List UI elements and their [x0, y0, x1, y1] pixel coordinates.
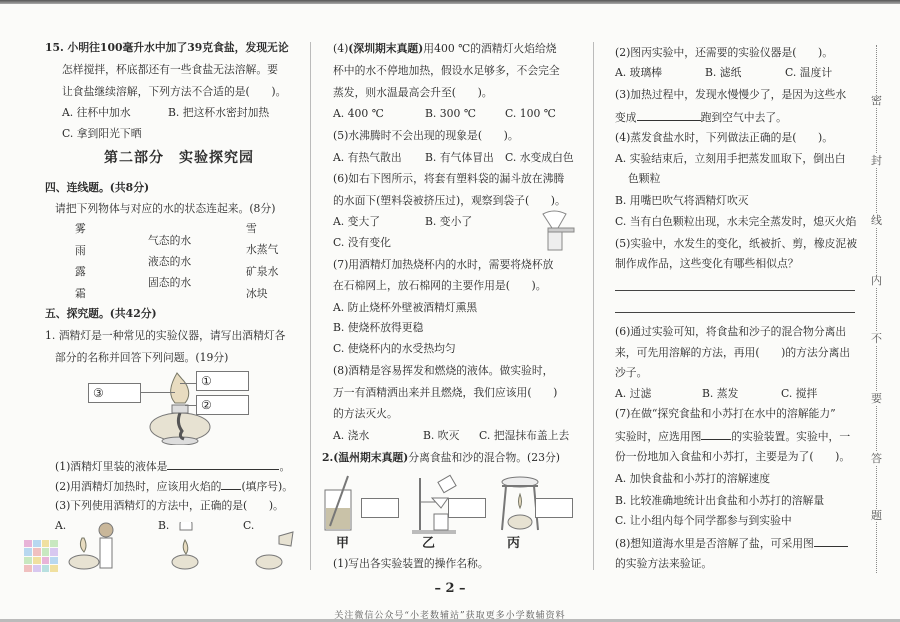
fill-blank[interactable]: [221, 478, 241, 490]
column-divider: [593, 42, 594, 570]
seal-margin-char: 内: [871, 274, 882, 287]
match-item-right[interactable]: 水蒸气: [246, 243, 279, 256]
seal-line: [876, 45, 877, 573]
option-a: A. 有热气散出: [333, 151, 402, 164]
fill-blank[interactable]: [167, 458, 279, 470]
option-b: B.: [158, 519, 170, 532]
scan-top-edge: [0, 0, 900, 4]
apparatus-label: 乙: [422, 536, 436, 551]
option-b: B. 吹灭: [423, 429, 460, 442]
option-c: C. 让小组内每个同学都参与到实验中: [615, 514, 792, 527]
sub-question-4: (4)蒸发食盐水时，下列做法正确的是( )。: [615, 131, 834, 144]
match-item-middle[interactable]: 气态的水: [148, 234, 192, 247]
question-text: 变成 跑到空气中去了。: [615, 111, 787, 124]
question-1: 1. 酒精灯是一种常见的实验仪器，请写出酒精灯各: [45, 329, 286, 342]
beaker-stirring-illustration: [322, 474, 354, 534]
match-item-right[interactable]: 冰块: [246, 287, 268, 300]
match-item-left[interactable]: 雨: [75, 244, 86, 257]
question-text: 在石棉网上，放石棉网的主要作用是( )。: [333, 279, 547, 292]
answer-box-jia[interactable]: [361, 498, 399, 518]
match-item-middle[interactable]: 固态的水: [148, 276, 192, 289]
question-text: 的方法灭火。: [333, 407, 398, 420]
sub-question-3: (3)下列使用酒精灯的方法中，正确的是( )。: [55, 499, 284, 512]
option-a: A. 实验结束后，立刻用手把蒸发皿取下，倒出白: [615, 152, 846, 165]
apparatus-label: 甲: [336, 536, 350, 551]
publisher-logo: [24, 540, 58, 572]
fill-blank[interactable]: [637, 109, 701, 121]
option-c: C. 使烧杯内的水受热均匀: [333, 342, 456, 355]
lamp-with-cap-illustration: [170, 522, 200, 570]
option-a: A. 玻璃棒: [615, 66, 663, 79]
instruction: 请把下列物体与对应的水的状态连起来。(8分): [55, 202, 276, 215]
sub-question-1: (1)酒精灯里装的液体是 。: [55, 460, 291, 473]
sub-question-5: (5)实验中，水发生的变化，纸被折、剪，橡皮泥被: [615, 237, 858, 250]
child-blowing-lamp-illustration: [66, 520, 116, 572]
option-a: A. 加快食盐和小苏打的溶解速度: [615, 472, 771, 485]
sub-question-1: (1)写出各实验装置的操作名称。: [333, 557, 489, 570]
option-a: A. 变大了: [333, 215, 381, 228]
match-item-left[interactable]: 露: [75, 265, 86, 278]
question-15: 15. 小明往100毫升水中加了39克食盐，发现无论: [45, 41, 289, 54]
question-8: (8)酒精是容易挥发和燃烧的液体。做实验时，: [333, 364, 554, 377]
leader-line: [180, 383, 196, 384]
leader-line: [140, 392, 175, 393]
question-text: 怎样搅拌，杯底都还有一些食盐无法溶解。要: [62, 63, 278, 76]
lamp-label-box-1[interactable]: ①: [196, 371, 249, 391]
funnel-bag-illustration: [540, 210, 576, 252]
question-text: 沙子。: [615, 366, 648, 379]
apparatus-label: 丙: [507, 536, 521, 551]
match-item-middle[interactable]: 液态的水: [148, 255, 192, 268]
option-b: B. 使烧杯放得更稳: [333, 321, 424, 334]
option-c: C. 把湿抹布盖上去: [479, 429, 570, 442]
question-text: 部分的名称并回答下列问题。(19分): [55, 351, 229, 364]
column-divider: [310, 42, 311, 570]
option-a: A. 400 ℃: [333, 107, 384, 120]
seal-margin-char: 密: [871, 94, 882, 107]
option-b: B. 蒸发: [702, 387, 739, 400]
question-text: 份一份地加入食盐和小苏打，主要是为了( )。: [615, 450, 851, 463]
question-text: 的实验方法来验证。: [615, 557, 713, 570]
seal-margin-char: 要: [871, 392, 882, 405]
sub-question-8: (8)想知道海水里是否溶解了盐，可采用图: [615, 535, 848, 551]
option-a-cont: 色颗粒: [628, 172, 661, 185]
sub-question-6: (6)通过实验可知，将食盐和沙子的混合物分离出: [615, 325, 847, 338]
lighting-lamp-with-another-lamp-illustration: [255, 522, 295, 570]
question-text: 实验时，应选用图 的实验装置。实验中，一: [615, 430, 851, 443]
match-item-right[interactable]: 矿泉水: [246, 265, 279, 278]
option-b: B. 有气体冒出: [425, 151, 494, 164]
option-c: C. 当有白色颗粒出现，水未完全蒸发时，熄灭火焰: [615, 215, 857, 228]
option-b: B. 把这杯水密封加热: [168, 106, 270, 119]
match-item-right[interactable]: 雪: [246, 222, 257, 235]
fill-blank[interactable]: [701, 428, 731, 440]
answer-line[interactable]: [615, 312, 855, 313]
option-a: A. 浇水: [333, 429, 370, 442]
option-b: B. 比较准确地统计出食盐和小苏打的溶解量: [615, 494, 825, 507]
question-6: (6)如右下图所示，将套有塑料袋的漏斗放在沸腾: [333, 172, 565, 185]
question-text: 制作成作品，这些变化有哪些相似点？: [615, 257, 799, 270]
question-text: 让食盐继续溶解，下列方法不合适的是( )。: [62, 85, 287, 98]
option-a: A. 防止烧杯外壁被酒精灯熏黑: [333, 301, 478, 314]
sub-question-3: (3)加热过程中，发现水慢慢少了，是因为这些水: [615, 88, 847, 101]
seal-margin-char: 线: [871, 214, 882, 227]
match-item-left[interactable]: 雾: [75, 222, 86, 235]
option-a: A.: [55, 519, 67, 532]
option-c: C. 水变成白色: [505, 151, 574, 164]
option-c: C. 温度计: [785, 66, 833, 79]
option-c: C.: [243, 519, 255, 532]
option-a: A. 往杯中加水: [62, 106, 131, 119]
option-b: B. 用嘴巴吹气将酒精灯吹灭: [615, 194, 749, 207]
section-heading: 四、连线题。(共8分): [45, 181, 150, 194]
option-a: A. 过滤: [615, 387, 652, 400]
fill-blank[interactable]: [814, 535, 848, 547]
footer-note: 关注微信公众号“小老数辅站”获取更多小学数辅资料: [334, 611, 566, 621]
lamp-label-box-2[interactable]: ②: [196, 395, 249, 415]
sub-question-2: (2)图丙实验中，还需要的实验仪器是( )。: [615, 46, 834, 59]
sub-question-2: (2)用酒精灯加热时，应该用火焰的 (填序号)。: [55, 480, 294, 493]
part-title: 第二部分 实验探究园: [104, 150, 254, 166]
leader-line: [185, 405, 196, 406]
question-text: 的水面下(塑料袋被挤压过)，观察到袋子( )。: [333, 194, 566, 207]
sub-question-7: (7)在做“探究食盐和小苏打在水中的溶解能力”: [615, 407, 836, 420]
option-b: B. 滤纸: [705, 66, 742, 79]
lamp-label-box-3[interactable]: ③: [88, 383, 141, 403]
answer-line[interactable]: [615, 290, 855, 291]
page-number: – 2 –: [434, 581, 466, 596]
question-7: (7)用酒精灯加热烧杯内的水时，需要将烧杯放: [333, 258, 554, 271]
option-c: C. 搅拌: [781, 387, 818, 400]
question-5: (5)水沸腾时不会出现的现象是( )。: [333, 129, 519, 142]
section-heading: 五、探究题。(共42分): [45, 307, 157, 320]
seal-margin-char: 答: [871, 452, 882, 465]
option-c: C. 拿到阳光下晒: [62, 127, 142, 140]
answer-box-yi[interactable]: [448, 498, 486, 518]
question-text: 杯中的水不停地加热，假设水足够多，不会完全: [333, 64, 560, 77]
option-c: C. 没有变化: [333, 236, 391, 249]
question-text: 蒸发，则水温最高会升至( )。: [333, 86, 493, 99]
option-c: C. 100 ℃: [505, 107, 556, 120]
match-item-left[interactable]: 霜: [75, 287, 86, 300]
answer-box-bing[interactable]: [535, 498, 573, 518]
question-text: 万一有酒精洒出来并且燃烧，我们应该用( ): [333, 386, 558, 399]
question-text: 来，可先用溶解的方法，再用( )的方法分离出: [615, 346, 851, 359]
option-b: B. 300 ℃: [425, 107, 476, 120]
seal-margin-char: 题: [871, 509, 882, 522]
seal-margin-char: 封: [871, 154, 882, 167]
option-b: B. 变小了: [425, 215, 473, 228]
question-2: 2.(温州期末真题)分离食盐和沙的混合物。(23分): [322, 451, 561, 464]
question-4: (4)(深圳期末真题)用400 ℃的酒精灯火焰给烧: [333, 42, 557, 55]
seal-margin-char: 不: [871, 332, 882, 345]
